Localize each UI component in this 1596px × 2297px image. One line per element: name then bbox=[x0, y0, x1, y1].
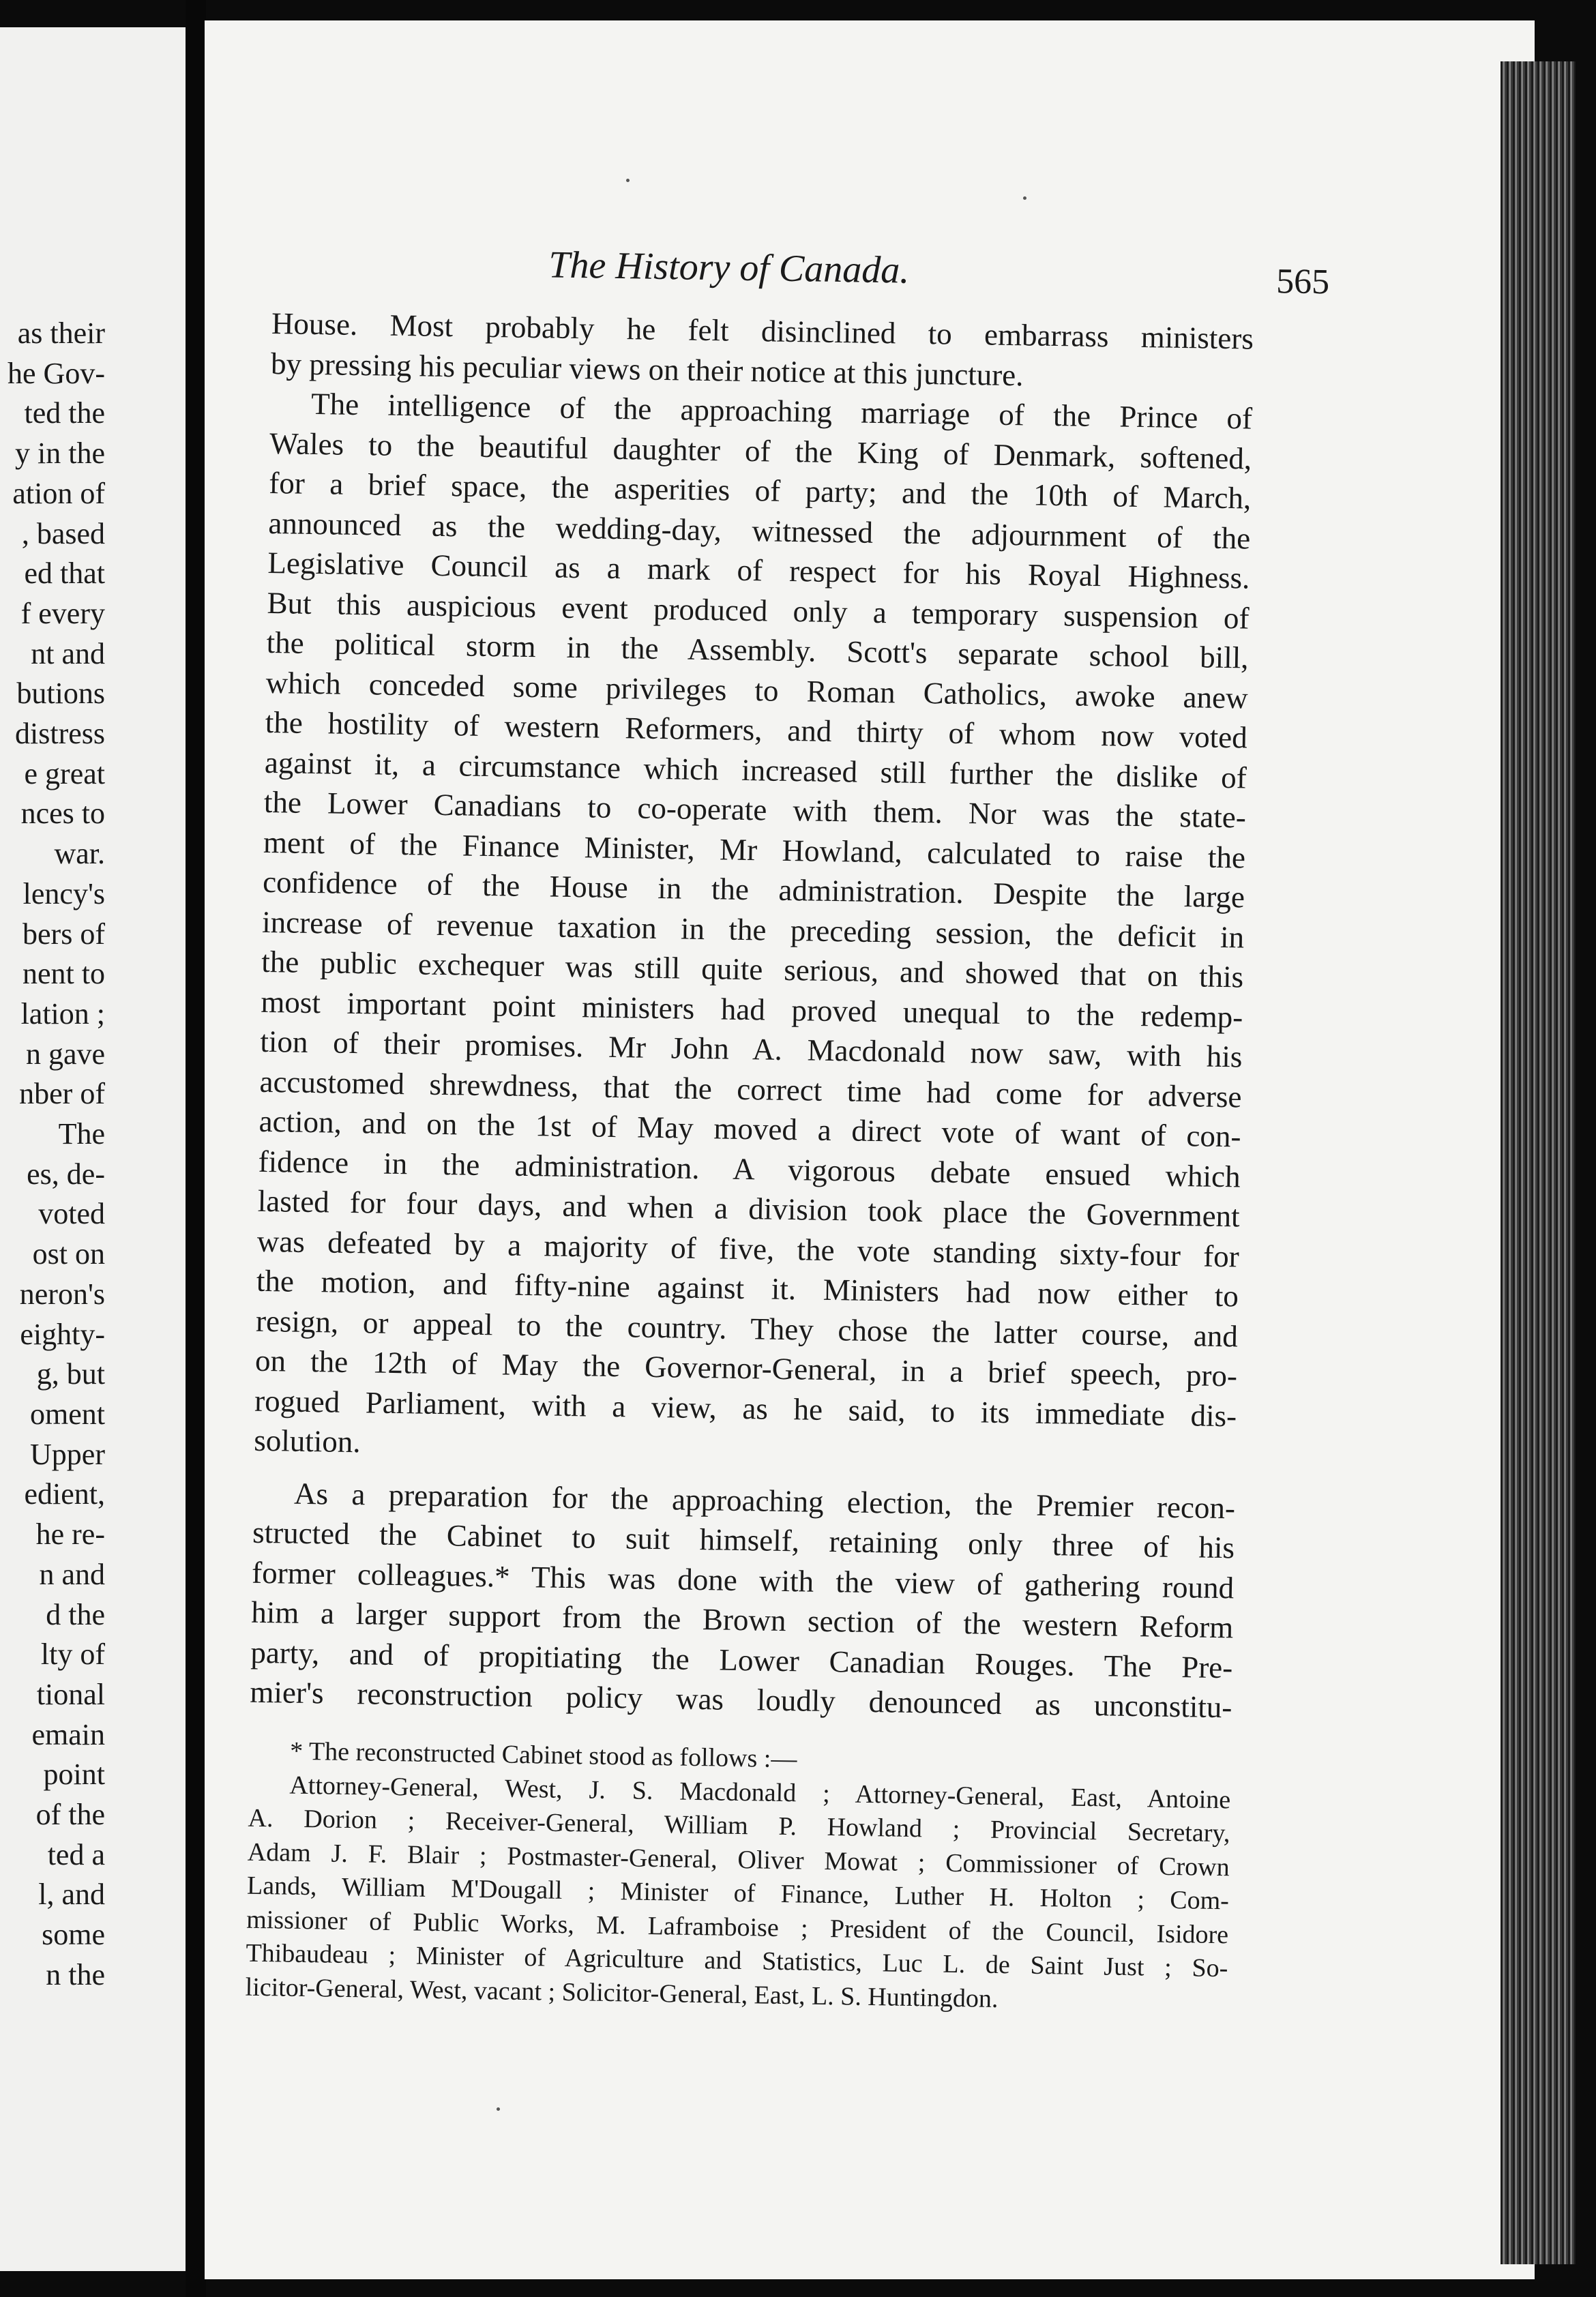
left-page-fragment: he Gov- bbox=[8, 356, 105, 390]
left-page-fragment: e great bbox=[24, 756, 105, 790]
left-page-fragment: Upper bbox=[30, 1437, 105, 1471]
text-line: As a preparation for the approaching election, the Premier recon- bbox=[293, 1476, 1236, 1525]
footnote-line: Lands, William M'Dougall ; Minister of Finance, Luther H. Holton ; Com- bbox=[246, 1871, 1230, 1916]
footnote-line: Thibaudeau ; Minister of Agriculture and Statistics, Luc L. de Saint Just ; So- bbox=[246, 1938, 1228, 1983]
body-text bbox=[250, 303, 1254, 1728]
left-page-fragment: ed that bbox=[24, 557, 105, 591]
text-line: Wales to the beautiful daughter of the King of Denmark, softened, bbox=[269, 426, 1252, 476]
text-line: party, and of propitiating the Lower Canadian Rouges. The Pre- bbox=[250, 1635, 1233, 1685]
text-line: increase of revenue taxation in the preceding session, the deficit in bbox=[261, 904, 1245, 954]
left-page-fragment: as their bbox=[17, 316, 105, 350]
left-page-fragment: l, and bbox=[38, 1878, 105, 1912]
text-line: the hostility of western Reformers, and thirty of whom now voted bbox=[265, 705, 1248, 755]
left-page-fragment: tional bbox=[36, 1677, 105, 1711]
text-line: rogued Parliament, with a view, as he said, to its immediate dis- bbox=[254, 1383, 1237, 1433]
left-page-fragment: eighty- bbox=[20, 1317, 105, 1351]
footnote-title: * The reconstructed Cabinet stood as follows :— bbox=[289, 1736, 797, 1773]
text-line: solution. bbox=[253, 1423, 361, 1459]
text-line: for a brief space, the asperities of party; and the 10th of March, bbox=[268, 465, 1252, 516]
paragraph bbox=[271, 303, 1254, 399]
footnote-lines bbox=[245, 1768, 1230, 2019]
text-line: action, and on the 1st of May moved a direct vote of want of con- bbox=[258, 1103, 1241, 1154]
text-line: most important point ministers had proved unequal to the redemp- bbox=[261, 984, 1243, 1034]
left-page-fragment: d the bbox=[46, 1597, 105, 1631]
footnote-line: Attorney-General, West, J. S. Macdonald ; Attorney-General, East, Antoine bbox=[289, 1770, 1231, 1814]
left-page-fragment: he re- bbox=[35, 1517, 105, 1552]
left-page-fragment: g, but bbox=[36, 1357, 105, 1391]
left-page-fragment: f every bbox=[20, 596, 105, 630]
page-edges bbox=[1501, 61, 1576, 2264]
text-line: the political storm in the Assembly. Scott's separate school bill, bbox=[266, 625, 1249, 675]
left-page-fragment: war. bbox=[54, 837, 105, 871]
left-page-fragment: nt and bbox=[31, 636, 105, 670]
left-page-fragment: The bbox=[58, 1117, 105, 1151]
text-line: But this auspicious event produced only a temporary suspension of bbox=[267, 585, 1250, 636]
left-page-fragment: lation ; bbox=[20, 996, 105, 1031]
footnote-line: Adam J. F. Blair ; Postmaster-General, Oliver Mowat ; Commissioner of Crown bbox=[247, 1837, 1230, 1882]
text-line: on the 12th of May the Governor-General, in a brief speech, pro- bbox=[254, 1343, 1238, 1393]
footnote-line: licitor-General, West, vacant ; Solicitor-General, East, L. S. Huntingdon. bbox=[245, 1972, 999, 2013]
left-page-fragment: ation of bbox=[12, 476, 105, 510]
book-page bbox=[205, 20, 1535, 2279]
left-page-fragment: y in the bbox=[15, 436, 105, 471]
text-line: against it, a circumstance which increased still further the dislike of bbox=[264, 745, 1247, 795]
footnote-line: A. Dorion ; Receiver-General, William P. Howland ; Provincial Secretary, bbox=[248, 1803, 1230, 1848]
left-page-text-fragments bbox=[0, 314, 105, 1996]
text-line: which conceded some privileges to Roman Catholics, awoke anew bbox=[265, 665, 1248, 715]
paragraph bbox=[250, 1460, 1236, 1728]
text-line: the public exchequer was still quite serious, and showed that on this bbox=[261, 944, 1244, 994]
paper-speck bbox=[626, 179, 630, 182]
text-line: The intelligence of the approaching marriage of the Prince of bbox=[310, 386, 1253, 436]
left-page-fragment: es, de- bbox=[27, 1157, 105, 1191]
left-page-fragment: lty of bbox=[40, 1637, 105, 1672]
left-page-fragment: n the bbox=[46, 1957, 105, 1991]
left-page-fragment: of the bbox=[35, 1798, 105, 1832]
text-line: confidence of the House in the administration. Despite the large bbox=[262, 864, 1245, 915]
left-page-fragment: n gave bbox=[25, 1037, 105, 1071]
text-line: tion of their promises. Mr John A. Macdonald now saw, with his bbox=[260, 1024, 1243, 1074]
left-page-fragment: distress bbox=[15, 717, 105, 751]
running-title: The History of Canada. bbox=[548, 243, 910, 292]
left-page-fragment: n and bbox=[39, 1557, 105, 1591]
text-line: structed the Cabinet to suit himself, retaining only three of his bbox=[252, 1515, 1235, 1565]
left-page-fragment: nent to bbox=[23, 957, 105, 991]
text-line: accustomed shrewdness, that the correct time had come for adverse bbox=[259, 1064, 1242, 1114]
left-page-fragment: butions bbox=[16, 677, 105, 711]
text-block bbox=[245, 239, 1330, 2019]
left-page-fragment: lency's bbox=[23, 876, 105, 910]
left-page-fragment: ost on bbox=[32, 1237, 105, 1271]
left-page-fragment: emain bbox=[31, 1717, 105, 1751]
paper-speck bbox=[497, 2107, 500, 2111]
paper-speck bbox=[1023, 196, 1026, 200]
left-page-fragment: ted the bbox=[24, 396, 105, 430]
page-number: 565 bbox=[1275, 262, 1330, 302]
left-page-fragment: , based bbox=[21, 516, 105, 550]
text-line: former colleagues.* This was done with the view of gathering round bbox=[251, 1555, 1235, 1605]
text-line: lasted for four days, and when a division took place the Government bbox=[257, 1183, 1241, 1234]
left-page-fragment: neron's bbox=[19, 1277, 105, 1311]
text-line: by pressing his peculiar views on their notice at this juncture. bbox=[270, 346, 1024, 392]
text-line: announced as the wedding-day, witnessed the adjournment of the bbox=[268, 505, 1251, 556]
left-page-fragment: edient, bbox=[24, 1477, 105, 1511]
text-line: fidence in the administration. A vigorous debate ensued which bbox=[258, 1144, 1241, 1194]
footnote bbox=[245, 1732, 1231, 2019]
left-page-fragment: ted a bbox=[47, 1837, 105, 1871]
text-line: the Lower Canadians to co-operate with them. Nor was the state- bbox=[263, 784, 1247, 835]
text-line: House. Most probably he felt disinclined to embarrass ministers bbox=[271, 306, 1254, 356]
book-gutter bbox=[186, 0, 206, 2297]
left-page-fragment: nces to bbox=[20, 797, 105, 831]
text-line: resign, or appeal to the country. They chose the latter course, and bbox=[255, 1303, 1239, 1353]
text-line: Legislative Council as a mark of respect for his Royal Highness. bbox=[267, 545, 1250, 595]
footnote-line: missioner of Public Works, M. Laframboise ; President of the Council, Isidore bbox=[246, 1905, 1229, 1949]
text-line: the motion, and fifty-nine against it. Ministers had now either to bbox=[256, 1263, 1239, 1314]
text-line: him a larger support from the Brown section of the western Reform bbox=[250, 1595, 1234, 1645]
left-page-fragment: nber of bbox=[19, 1077, 105, 1111]
left-page-fragment: oment bbox=[30, 1397, 105, 1431]
left-page-fragment: point bbox=[43, 1758, 105, 1792]
left-page-fragment: some bbox=[42, 1918, 105, 1952]
left-page-fragment: voted bbox=[38, 1197, 105, 1231]
left-facing-page bbox=[0, 27, 186, 2271]
text-line: was defeated by a majority of five, the vote standing sixty-four for bbox=[256, 1224, 1240, 1273]
paragraph bbox=[254, 383, 1253, 1476]
text-line: ment of the Finance Minister, Mr Howland, calculated to raise the bbox=[263, 825, 1246, 875]
text-line: mier's reconstruction policy was loudly denounced as unconstitu- bbox=[250, 1674, 1232, 1725]
left-page-fragment: bers of bbox=[23, 917, 105, 951]
